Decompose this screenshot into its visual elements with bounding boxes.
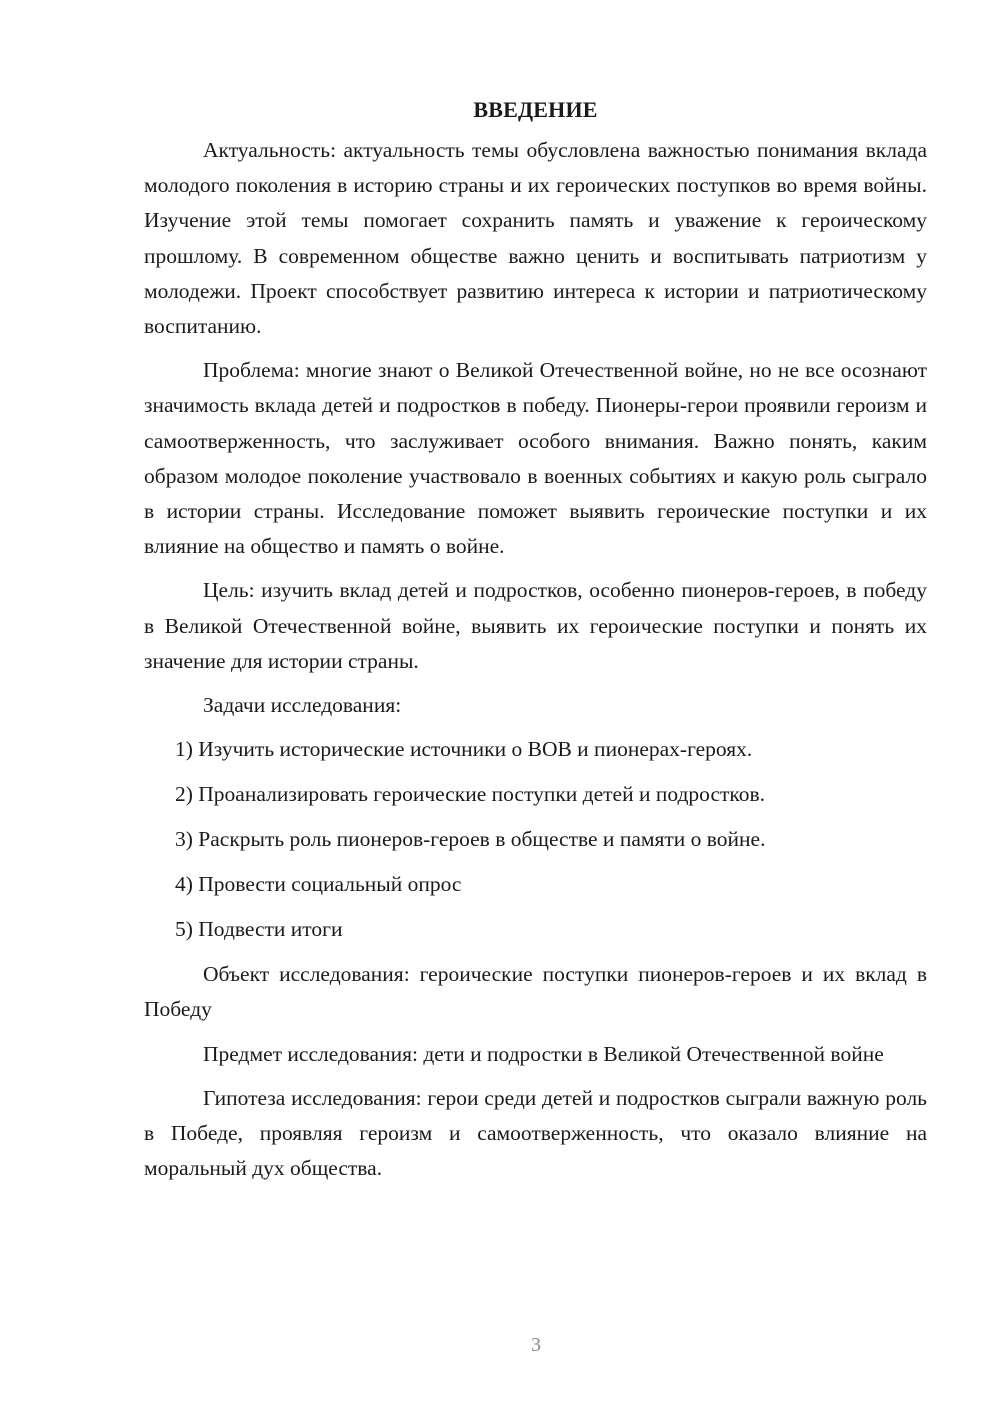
tasks-list [144, 732, 927, 947]
object-paragraph: Объект исследования: героические поступки пионеров-героев и их вклад в Победу [144, 962, 927, 1022]
relevance-paragraph: Актуальность: актуальность темы обусловлена важностью понимания вклада молодого поколения в историю страны и их героических поступков во время войны. Изучение этой темы помогает сохранить память и уважение к героическому прошлому. В современном обществе важно ценить и воспитывать патриотизм у молодежи. Проект способствует развитию интереса к истории и патриотическому воспитанию. [144, 138, 927, 339]
task-item-3: 3) Раскрыть роль пионеров-героев в обществе и памяти о войне. [175, 827, 766, 852]
tasks-heading: Задачи исследования: [203, 693, 402, 718]
page-number: 3 [531, 1334, 541, 1356]
hypothesis-paragraph: Гипотеза исследования: герои среди детей и подростков сыграли важную роль в Победе, проявляя героизм и самоотверженность, что оказало влияние на моральный дух общества. [144, 1085, 927, 1181]
task-item-2: 2) Проанализировать героические поступки детей и подростков. [175, 782, 766, 807]
problem-paragraph: Проблема: многие знают о Великой Отечественной войне, но не все осознают значимость вклада детей и подростков в победу. Пионеры-герои проявили героизм и самоотверженность, что заслуживает особого внимания. Важно понять, каким образом молодое поколение участвовало в военных событиях и какую роль сыграло в истории страны. Исследование поможет выявить героические поступки и их влияние на общество и память о войне. [144, 358, 927, 559]
goal-paragraph: Цель: изучить вклад детей и подростков, особенно пионеров-героев, в победу в Великой Отечественной войне, выявить их героические поступки и понять их значение для истории страны. [144, 578, 927, 673]
section-title: ВВЕДЕНИЕ [473, 97, 598, 122]
task-item-5: 5) Подвести итоги [175, 917, 343, 942]
task-item-1: 1) Изучить исторические источники о ВОВ и пионерах-героях. [175, 737, 753, 762]
task-item-4: 4) Провести социальный опрос [175, 872, 462, 897]
subject-paragraph: Предмет исследования: дети и подростки в Великой Отечественной войне [203, 1041, 884, 1066]
document-body [144, 92, 927, 1195]
